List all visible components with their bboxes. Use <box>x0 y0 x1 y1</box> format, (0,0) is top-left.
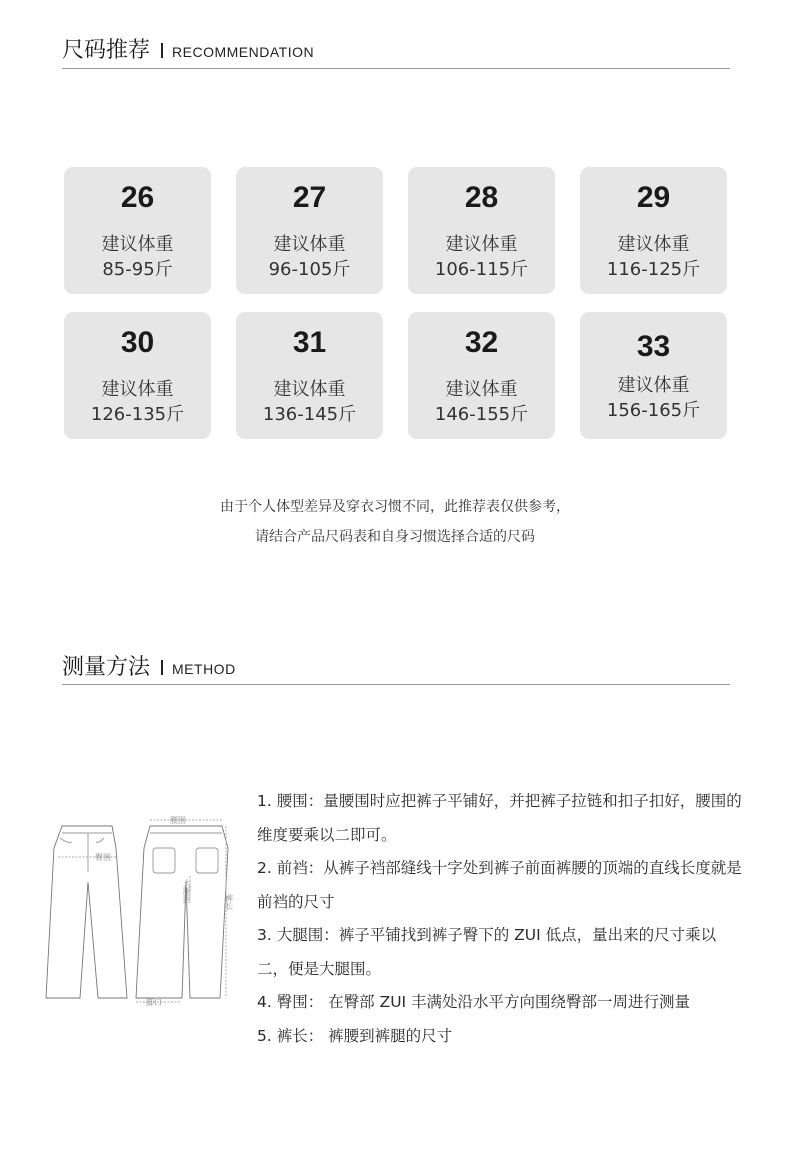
size-value: 31 <box>292 326 327 359</box>
weight-range: 106-115斤 <box>434 259 529 280</box>
weight-label: 建议体重 <box>273 234 346 255</box>
size-value: 27 <box>292 181 327 214</box>
title-divider <box>161 660 163 675</box>
size-value: 30 <box>120 326 155 359</box>
disclaimer-line-1: 由于个人体型差异及穿衣习惯不同，此推荐表仅供参考， <box>220 499 570 515</box>
weight-range: 146-155斤 <box>434 404 529 425</box>
instruction-waist: 1. 腰围：量腰围时应把裤子平铺好，并把裤子拉链和扣子扣好，腰围的维度要乘以二即可。 <box>257 792 742 844</box>
weight-range: 156-165斤 <box>606 400 701 421</box>
size-value: 33 <box>636 330 671 363</box>
disclaimer-line-2: 请结合产品尺码表和自身习惯选择合适的尺码 <box>255 529 535 545</box>
instruction-thigh: 3. 大腿围：裤子平铺找到裤子臀下的 ZUI 低点，量出来的尺寸乘以二，便是大腿围。 <box>257 926 717 978</box>
instruction-hip: 4. 臀围： 在臀部 ZUI 丰满处沿水平方向围绕臀部一周进行测量 <box>257 993 691 1011</box>
weight-label: 建议体重 <box>617 234 690 255</box>
instruction-front-rise: 2. 前裆：从裤子裆部缝线十字处到裤子前面裤腰的顶端的直线长度就是前裆的尺寸 <box>257 859 742 911</box>
method-header <box>62 650 730 681</box>
weight-range: 85-95斤 <box>102 259 173 280</box>
weight-range: 126-135斤 <box>90 404 185 425</box>
weight-label: 建议体重 <box>101 379 174 400</box>
weight-label: 建议体重 <box>273 379 346 400</box>
size-card-33 <box>580 312 727 439</box>
front-pants-outline <box>46 826 127 998</box>
waist-label: 腰围 <box>170 816 186 825</box>
size-card-31 <box>236 312 383 439</box>
weight-label: 建议体重 <box>445 234 518 255</box>
size-card-29 <box>580 167 727 294</box>
weight-range: 96-105斤 <box>268 259 351 280</box>
section-title-en: METHOD <box>172 661 236 677</box>
weight-label: 建议体重 <box>445 379 518 400</box>
length-label: 裤长 <box>224 894 234 910</box>
section-title-cn: 测量方法 <box>62 655 151 680</box>
weight-label: 建议体重 <box>101 234 174 255</box>
weight-range: 116-125斤 <box>606 259 701 280</box>
size-card-32 <box>408 312 555 439</box>
pants-measurement-diagram <box>40 812 240 1012</box>
header-rule <box>62 684 730 685</box>
weight-label: 建议体重 <box>617 375 690 396</box>
size-value: 32 <box>464 326 499 359</box>
size-card-26 <box>64 167 211 294</box>
size-value: 26 <box>120 181 155 214</box>
size-card-30 <box>64 312 211 439</box>
hip-label: 臀围 <box>95 853 111 862</box>
hem-label: 脚口 <box>146 998 162 1007</box>
size-card-27 <box>236 167 383 294</box>
back-pants-outline <box>136 826 228 998</box>
size-value: 29 <box>636 181 671 214</box>
recommendation-header <box>62 33 730 64</box>
instruction-length: 5. 裤长： 裤腰到裤腿的尺寸 <box>257 1026 453 1045</box>
size-card-28 <box>408 167 555 294</box>
thigh-label: 大腿围 <box>182 879 192 903</box>
header-rule <box>62 68 730 69</box>
section-title-en: RECOMMENDATION <box>172 44 315 60</box>
title-divider <box>161 43 163 58</box>
size-value: 28 <box>464 181 499 214</box>
weight-range: 136-145斤 <box>262 404 357 425</box>
section-title-cn: 尺码推荐 <box>62 38 151 63</box>
measurement-instructions <box>257 785 747 1053</box>
